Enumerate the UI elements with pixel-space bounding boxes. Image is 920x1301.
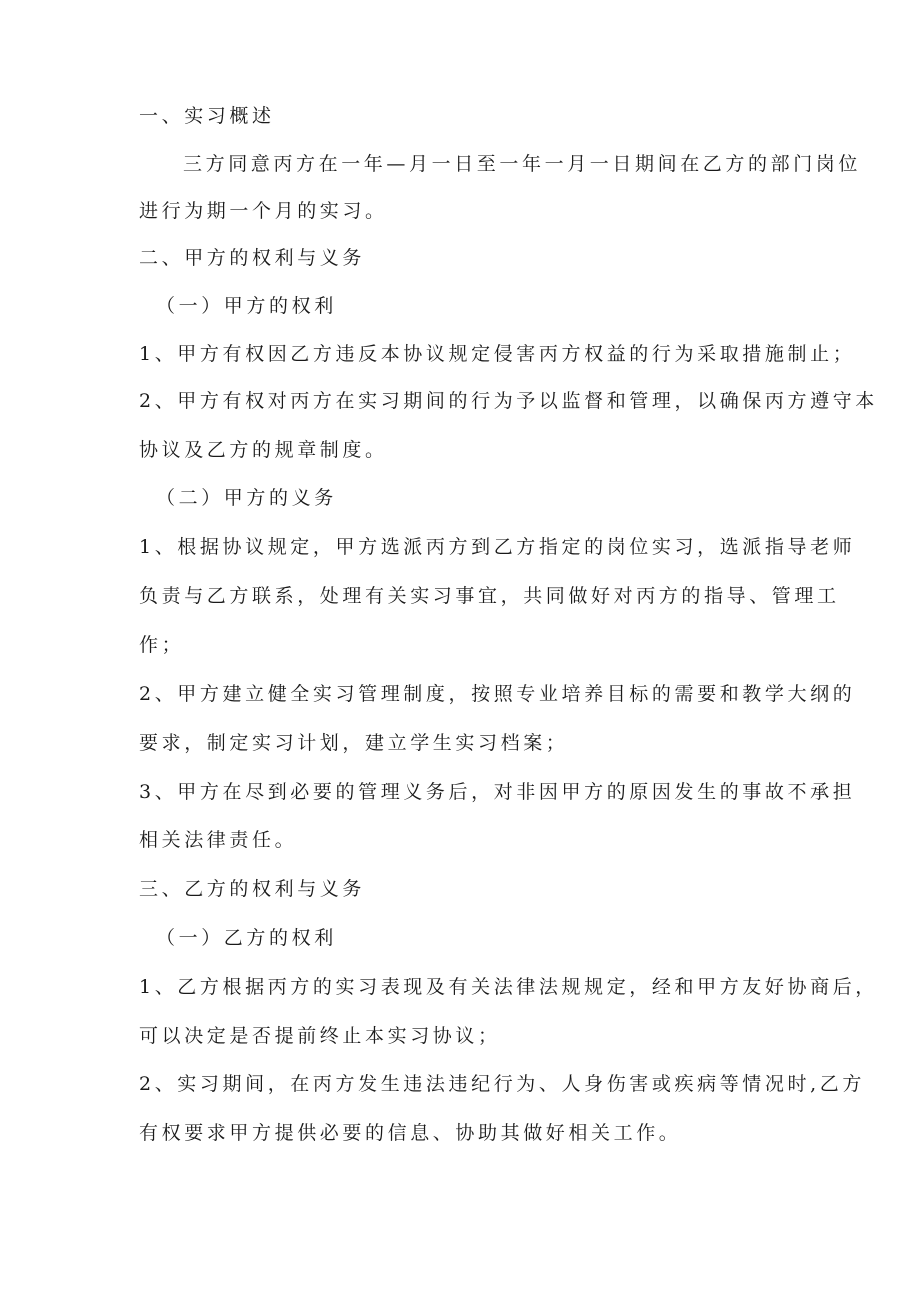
section-2-sub-1-item-1: 1、甲方有权因乙方违反本协议规定侵害丙方权益的行为采取措施制止；	[139, 343, 856, 365]
section-2-sub-1-item-2-line-1: 2、甲方有权对丙方在实习期间的行为予以监督和管理，以确保丙方遵守本	[139, 390, 878, 412]
section-3-sub-1-item-2-line-2: 有权要求甲方提供必要的信息、协助其做好相关工作。	[139, 1122, 682, 1144]
section-2-sub-2-item-2-line-2: 要求，制定实习计划，建立学生实习档案；	[139, 732, 569, 754]
section-1-heading: 一、实习概述	[139, 105, 275, 127]
section-3-sub-1-item-2-line-1: 2、实习期间，在丙方发生违法违纪行为、人身伤害或疾病等情况时,乙方	[139, 1073, 865, 1095]
section-2-sub-2-item-2-line-1: 2、甲方建立健全实习管理制度，按照专业培养目标的需要和教学大纲的	[139, 683, 856, 705]
section-2-sub-2-item-1-line-3: 作；	[139, 634, 185, 656]
section-2-sub-2-item-3-line-2: 相关法律责任。	[139, 829, 298, 851]
section-1-paragraph-line-2: 进行为期一个月的实习。	[139, 200, 388, 222]
section-2-sub-2-item-1-line-2: 负责与乙方联系，处理有关实习事宜，共同做好对丙方的指导、管理工	[139, 585, 840, 607]
section-2-sub-2-item-1-line-1: 1、根据协议规定，甲方选派丙方到乙方指定的岗位实习，选派指导老师	[139, 536, 856, 558]
section-2-sub-1-heading: （一）甲方的权利	[156, 295, 337, 317]
section-3-sub-1-item-1-line-2: 可以决定是否提前终止本实习协议；	[139, 1025, 501, 1047]
section-2-sub-2-heading: （二）甲方的义务	[156, 487, 337, 509]
section-2-sub-1-item-2-line-2: 协议及乙方的规章制度。	[139, 439, 388, 461]
section-2-sub-2-item-3-line-1: 3、甲方在尽到必要的管理义务后，对非因甲方的原因发生的事故不承担	[139, 781, 856, 803]
section-3-sub-1-heading: （一）乙方的权利	[156, 927, 337, 949]
section-3-sub-1-item-1-line-1: 1、乙方根据丙方的实习表现及有关法律法规规定，经和甲方友好协商后，	[139, 976, 878, 998]
section-3-heading: 三、乙方的权利与义务	[139, 878, 366, 900]
section-2-heading: 二、甲方的权利与义务	[139, 247, 366, 269]
section-1-paragraph-line-1: 三方同意丙方在一年—月一日至一年一月一日期间在乙方的部门岗位	[183, 153, 862, 175]
